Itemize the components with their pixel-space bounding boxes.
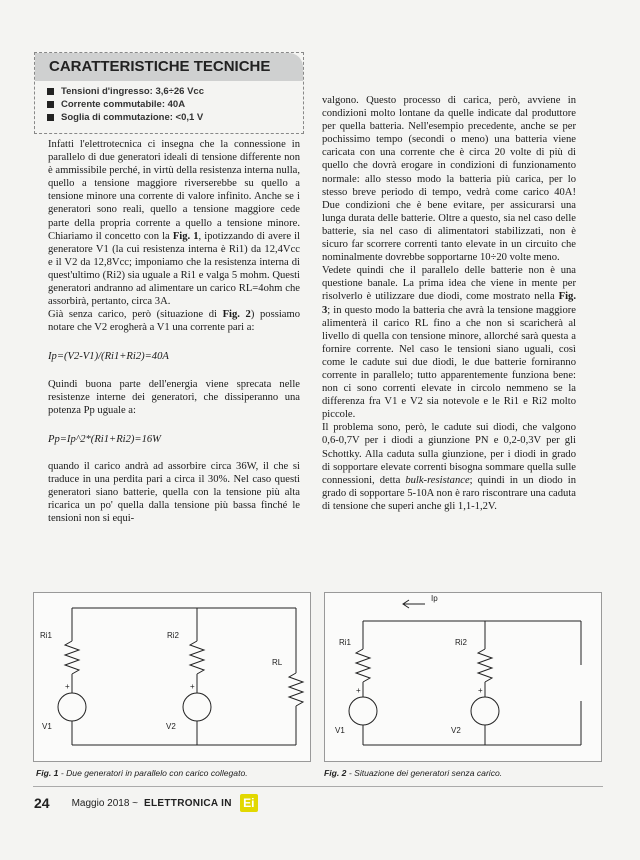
figure-reference: Fig. 3 bbox=[322, 291, 576, 316]
label-ri1: Ri1 bbox=[40, 631, 53, 640]
label-plus-v1: + bbox=[65, 682, 70, 691]
label-v2: V2 bbox=[451, 726, 461, 735]
label-v2: V2 bbox=[166, 722, 176, 731]
figure-reference: Fig. 1 bbox=[172, 230, 199, 242]
right-text-column bbox=[322, 94, 576, 513]
page-number: 24 bbox=[34, 795, 50, 811]
figure-1-circuit bbox=[33, 592, 311, 762]
page-footer bbox=[34, 794, 258, 812]
label-v1: V1 bbox=[335, 726, 345, 735]
label-plus-v2: + bbox=[190, 682, 195, 691]
paragraph: valgono. Questo processo di carica, però, avviene in condizioni molto lontane da quelle indicate dal produttore per quella batteria. Nell'esempio precedente, anche se per pochissimo tempo (secondi o meno) una batteria viene caricata con una corrente che è circa 20 volte di più di quello che dovrà erogare in condizioni di funzionamento normale: allo stesso modo la batteria più carica, per lo stesso breve periodo di tempo, vedrà come carico 40A! Due condizioni che è bene evitare, per assicurarsi una lunga durata delle batterie. Oltre a questo, sia nel caso delle batterie, sia nel caso di alimentatori stabilizzati, non è sicuro far scorrere correnti tanto elevate in un circuito che nominalmente dovrebbe sopportarne 10÷20 volte meno. bbox=[322, 95, 576, 264]
spec-item: Tensioni d'ingresso: 3,6÷26 Vcc bbox=[47, 85, 204, 98]
magazine-name: ELETTRONICA IN bbox=[144, 797, 232, 809]
figure-1-caption: Fig. 1 - Due generatori in parallelo con carico collegato. bbox=[36, 768, 248, 778]
specs-title: CARATTERISTICHE TECNICHE bbox=[35, 53, 303, 81]
formula-current: Ip=(V2-V1)/(Ri1+Ri2)=40A bbox=[48, 351, 169, 363]
label-ri2: Ri2 bbox=[455, 638, 468, 647]
label-plus-v1: + bbox=[356, 686, 361, 695]
specs-list bbox=[47, 85, 204, 124]
label-v1: V1 bbox=[42, 722, 52, 731]
figure-2-caption: Fig. 2 - Situazione dei generatori senza carico. bbox=[324, 768, 503, 778]
label-ri2: Ri2 bbox=[167, 631, 180, 640]
issue-date: Maggio 2018 ~ bbox=[71, 797, 139, 809]
magazine-logo-icon: Ei bbox=[240, 794, 258, 812]
formula-power: Pp=Ip^2*(Ri1+Ri2)=16W bbox=[48, 433, 161, 445]
left-text-column bbox=[48, 138, 300, 525]
spec-item: Soglia di commutazione: <0,1 V bbox=[47, 111, 204, 124]
spec-item: Corrente commutabile: 40A bbox=[47, 98, 204, 111]
paragraph: Quindi buona parte dell'energia viene sprecata nelle resistenze interne dei generatori, che dissiperanno una potenza Pp uguale a: bbox=[48, 378, 300, 416]
figure-2-circuit bbox=[324, 592, 602, 762]
figure-reference: Fig. 2 bbox=[222, 309, 251, 321]
label-rl: RL bbox=[272, 658, 283, 667]
label-ip: Ip bbox=[431, 594, 438, 603]
label-plus-v2: + bbox=[478, 686, 483, 695]
paragraph: Vedete quindi che il parallelo delle batterie non è una questione banale. La prima idea che viene in mente per risolverlo è utilizzare due diodi, come mostrato nella Fig. 3; in questo modo la batteria che avrà la tensione maggiore alimenterà il carico RL fino a che non si scaricherà al livello di quella con tensione minore, allorché sarà questa a fornire corrente. Nel caso le tensioni siano uguali, così come le cadute sui due diodi, le due batterie forniranno corrente in parallelo; tutto apparentemente funziona bene: non ci sono correnti elevate in circolo nemmeno se la differenza fra V1 e V2 sia notevole e le Ri1 e Ri2 molto piccole. bbox=[322, 265, 576, 421]
footer-divider bbox=[33, 786, 603, 787]
technical-specs-box bbox=[34, 52, 304, 134]
paragraph: Il problema sono, però, le cadute sui diodi, che valgono 0,6-0,7V per i diodi a giunzione PN e 0,2-0,3V per gli Schottky. Alla caduta sulla giunzione, per i diodi in grado di sopportare elevate correnti bisogna sommare quella sulle connessioni, detta bulk-resistance; quindi in un diodo in grado di sopportare 5-10A non è raro riscontrare una caduta di tensione che superi anche gli 1,1-1,2V. bbox=[322, 422, 576, 512]
paragraph: Infatti l'elettrotecnica ci insegna che la connessione in parallelo di due generatori ideali di tensione differente non è ammissibile perché, in virtù della resistenza interna nulla, quello a tensione maggiore riverserebbe su quello a tensione minore una corrente di valore infinito. Anche se i generatori sono reali, quello a tensione maggiore cede parte della propria corrente a quello a tensione minore. Chiariamo il concetto con la Fig. 1, ipotizzando di avere il generatore V1 (la cui resistenza interna è Ri1) da 12,4Vcc e il V2 da 12,8Vcc; imponiamo che la resistenza interna di quest'ultimo (Ri2) sia uguale a Ri1 e valga 5 mohm. Questi generatori andranno ad alimentare un carico RL=4ohm che assorbirà, pertanto, circa 3A. bbox=[48, 139, 300, 308]
label-ri1: Ri1 bbox=[339, 638, 352, 647]
circuit-diagram-2 bbox=[325, 593, 601, 761]
circuit-diagram-1 bbox=[34, 593, 310, 761]
paragraph: Già senza carico, però (situazione di Fig. 2) possiamo notare che V2 erogherà a V1 una corrente pari a: bbox=[48, 309, 301, 334]
paragraph: quando il carico andrà ad assorbire circa 36W, il che si traduce in una perdita pari a circa il 30%. Nel caso questi generatori siano batterie, quella con la tensione più alta ricarica un po' quella dalla tensione più bassa finché le tensioni non si equi- bbox=[48, 460, 300, 525]
